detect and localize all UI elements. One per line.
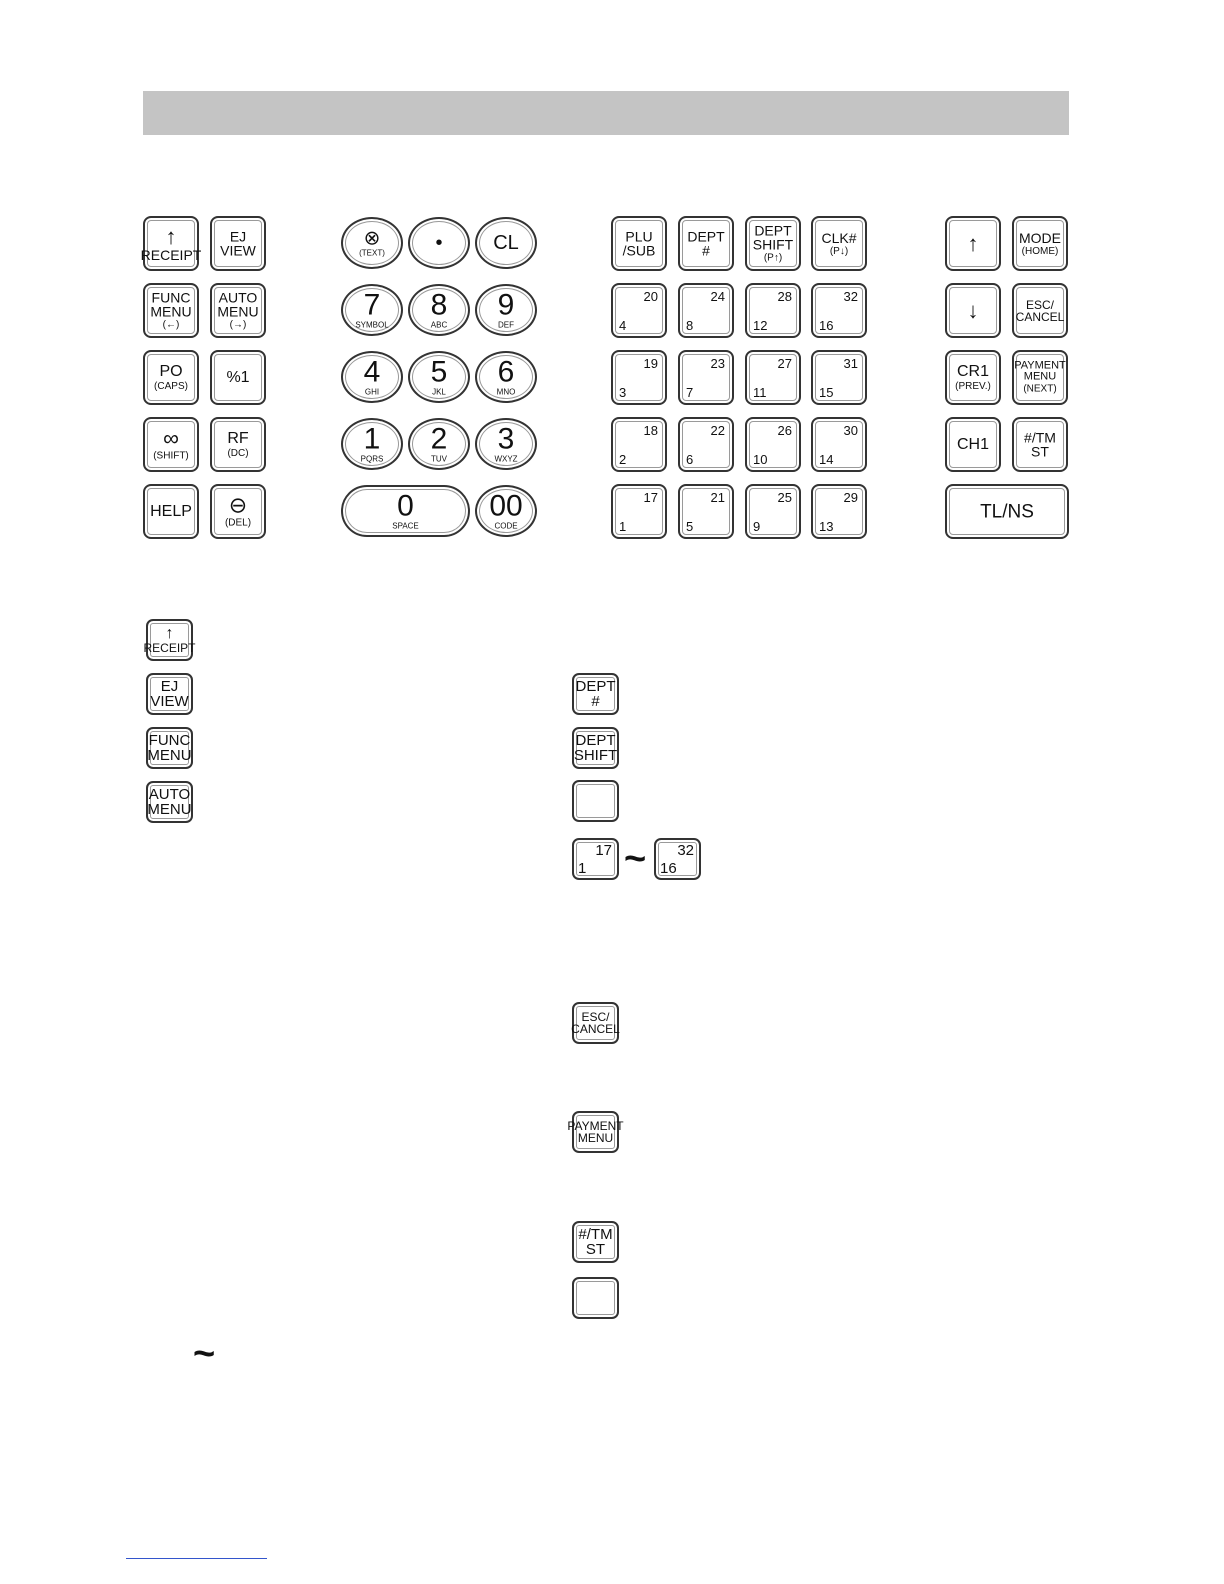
dept-key-lower-number: 10 [753, 452, 768, 467]
dept-key[interactable] [745, 484, 801, 539]
key-sublabel: SPACE [392, 521, 419, 531]
legend-key-label: ESC/ CANCEL [571, 1010, 620, 1036]
legend-range-tilde: ~ [624, 838, 647, 880]
right-key-1[interactable] [1012, 216, 1068, 271]
key-label: 00 [489, 489, 523, 523]
key-label: 0 [397, 489, 414, 523]
legend-key-left-1 [146, 673, 193, 715]
key-label: FUNC MENU [150, 289, 192, 320]
key-label: 4 [363, 355, 381, 389]
dept-key[interactable] [745, 283, 801, 338]
key-sublabel: (→) [229, 319, 247, 331]
dept-key-lower-number: 13 [819, 519, 834, 534]
dept-key[interactable] [678, 417, 734, 472]
key-sublabel: TUV [431, 454, 447, 464]
key--[interactable] [143, 417, 199, 472]
numpad-key-13[interactable] [475, 485, 537, 537]
key-sublabel: (TEXT) [359, 248, 385, 258]
key-label: AUTO MENU [217, 289, 259, 320]
dept-key-upper-number: 28 [777, 289, 792, 304]
dept-key-lower-number: 15 [819, 385, 834, 400]
key-sublabel: (DC) [227, 447, 249, 459]
key-label: 5 [430, 355, 448, 389]
dept-key-lower-number: 11 [753, 385, 767, 400]
legend-dept-lower-number: 1 [578, 860, 587, 877]
dept-key-upper-number: 18 [643, 423, 658, 438]
legend-key-right-7 [572, 1277, 619, 1319]
key-ej-view[interactable] [210, 216, 266, 271]
legend-key-right-1 [572, 727, 619, 769]
dept-key[interactable] [811, 484, 867, 539]
key-label: 8 [430, 288, 448, 322]
dept-key-upper-number: 25 [777, 490, 792, 505]
key-sublabel: (P↓) [829, 245, 849, 257]
dept-key[interactable] [745, 417, 801, 472]
numpad-key-1[interactable] [408, 217, 470, 269]
key-label: HELP [150, 502, 192, 520]
dept-key[interactable] [611, 484, 667, 539]
arrow-up-icon: ↑ [165, 223, 177, 249]
dept-key[interactable] [611, 417, 667, 472]
key-sublabel: MNO [496, 387, 516, 397]
legend-dept-lower-number: 16 [660, 860, 677, 877]
key-label: DEPT SHIFT [752, 222, 794, 253]
numpad-key-5[interactable] [475, 284, 537, 336]
dept-key-upper-number: 17 [643, 490, 658, 505]
legend-key-left-0 [143, 619, 196, 661]
key-label: PO [159, 362, 183, 380]
function-key-3[interactable] [811, 216, 867, 271]
right-key-4[interactable] [945, 350, 1001, 405]
legend-key-label: DEPT SHIFT [573, 732, 618, 764]
key-label: 3 [497, 422, 515, 456]
dept-key-upper-number: 19 [643, 356, 658, 371]
dept-key-lower-number: 9 [753, 519, 761, 534]
footer-link-line [126, 1558, 267, 1559]
key-label: MODE [1019, 229, 1061, 246]
numpad-key-12[interactable] [341, 485, 470, 537]
key-rf[interactable] [210, 417, 266, 472]
key-sublabel: (PREV.) [955, 380, 991, 392]
legend-key-label: #/TM ST [578, 1226, 613, 1258]
dept-key-lower-number: 2 [619, 452, 627, 467]
dept-key-lower-number: 6 [686, 452, 694, 467]
key-func-menu[interactable] [143, 283, 199, 338]
key-sublabel: (DEL) [224, 517, 252, 529]
numpad-key-2[interactable] [475, 217, 537, 269]
function-key-0[interactable] [611, 216, 667, 271]
dept-key[interactable] [811, 283, 867, 338]
key-sublabel: (SHIFT) [153, 450, 189, 462]
right-key-8[interactable] [945, 484, 1069, 539]
dept-key-upper-number: 24 [710, 289, 725, 304]
key-sublabel: CODE [494, 521, 518, 531]
dept-key-lower-number: 3 [619, 385, 627, 400]
key-label: DEPT # [687, 228, 725, 259]
dept-key-upper-number: 21 [710, 490, 725, 505]
dept-key-upper-number: 20 [643, 289, 658, 304]
legend-key-left-3 [146, 781, 193, 823]
legend-key-label: RECEIPT [143, 641, 196, 655]
legend-key-label: DEPT # [575, 678, 616, 710]
dept-key-lower-number: 8 [686, 318, 694, 333]
key-sublabel: PQRS [360, 454, 384, 464]
dept-key[interactable] [678, 484, 734, 539]
key-label: ∞ [163, 425, 179, 451]
numpad-key-11[interactable] [475, 418, 537, 470]
key-label: 6 [497, 355, 515, 389]
key-label: RECEIPT [140, 246, 202, 263]
legend-key-label: EJ VIEW [150, 678, 189, 710]
key-sublabel: (NEXT) [1023, 383, 1057, 395]
legend-key-label: PAYMENT MENU [567, 1119, 624, 1145]
right-key-2[interactable] [945, 283, 1001, 338]
legend-dept-key [572, 838, 619, 880]
numpad-key-9[interactable] [341, 418, 403, 470]
legend-key-right-0 [572, 673, 619, 715]
dept-key-upper-number: 29 [843, 490, 858, 505]
dept-key-upper-number: 31 [843, 356, 858, 371]
dept-key-lower-number: 1 [619, 519, 627, 534]
key-sublabel: (CAPS) [154, 380, 188, 392]
legend-key-right-6 [572, 1221, 619, 1263]
range-tilde: ~ [193, 1333, 216, 1375]
key-label: ⊗ [363, 227, 381, 250]
dept-key-upper-number: 32 [843, 289, 858, 304]
key-auto-menu[interactable] [210, 283, 266, 338]
key-label: PAYMENT MENU [1014, 359, 1066, 383]
legend-dept-key [654, 838, 701, 880]
legend-key-right-2 [572, 780, 619, 822]
numpad-key-7[interactable] [408, 351, 470, 403]
dept-key[interactable] [811, 350, 867, 405]
dept-key-upper-number: 22 [710, 423, 725, 438]
arrow-up-icon: ↑ [967, 230, 979, 256]
right-key-7[interactable] [1012, 417, 1068, 472]
legend-key-label: FUNC MENU [147, 732, 192, 764]
key-label: CL [493, 232, 519, 254]
key-sublabel: ABC [430, 320, 448, 330]
dept-key[interactable] [611, 350, 667, 405]
key--[interactable] [210, 484, 266, 539]
legend-key-left-2 [146, 727, 193, 769]
dept-key-lower-number: 5 [686, 519, 694, 534]
dept-key-lower-number: 7 [686, 385, 694, 400]
key-label: CH1 [956, 435, 989, 453]
dept-key[interactable] [678, 283, 734, 338]
key-po[interactable] [143, 350, 199, 405]
key-label: 2 [430, 422, 448, 456]
right-key-0[interactable] [945, 216, 1001, 271]
key-sublabel: (P↑) [763, 252, 783, 264]
section-header-bar [143, 91, 1069, 135]
key-sublabel: (HOME) [1021, 245, 1059, 257]
legend-dept-upper-number: 17 [595, 842, 612, 859]
key-label: #/TM ST [1024, 429, 1056, 460]
key-label: PLU /SUB [622, 228, 656, 259]
numpad-key-8[interactable] [475, 351, 537, 403]
numpad-key-0[interactable] [341, 217, 403, 269]
right-key-5[interactable] [1012, 350, 1068, 405]
key-sublabel: SYMBOL [355, 320, 389, 330]
legend-key-right-4 [572, 1002, 619, 1044]
dept-key-lower-number: 16 [819, 318, 834, 333]
dept-key[interactable] [611, 283, 667, 338]
dept-key-upper-number: 30 [843, 423, 858, 438]
numpad-key-10[interactable] [408, 418, 470, 470]
key-label: ⊖ [228, 492, 248, 518]
legend-key-right-5 [567, 1111, 624, 1153]
legend-key-label: AUTO MENU [147, 786, 192, 818]
key--1[interactable] [210, 350, 266, 405]
dept-key[interactable] [745, 350, 801, 405]
key-label: TL/NS [980, 500, 1034, 522]
key-sublabel: DEF [498, 320, 514, 330]
key-label: ESC/ CANCEL [1015, 297, 1065, 324]
key-label: • [435, 232, 443, 254]
dept-key-lower-number: 12 [753, 318, 768, 333]
key-sublabel: (←) [162, 319, 180, 331]
function-key-1[interactable] [678, 216, 734, 271]
dept-key-lower-number: 4 [619, 318, 627, 333]
dept-key-upper-number: 23 [710, 356, 725, 371]
dept-key-upper-number: 26 [777, 423, 792, 438]
dept-key[interactable] [678, 350, 734, 405]
key-label: %1 [226, 368, 250, 386]
key-receipt[interactable] [140, 216, 202, 271]
dept-key-lower-number: 14 [819, 452, 834, 467]
key-label: RF [227, 429, 249, 447]
numpad-key-4[interactable] [408, 284, 470, 336]
arrow-up-icon: ↑ [165, 625, 174, 642]
numpad-key-6[interactable] [341, 351, 403, 403]
key-sublabel: WXYZ [494, 454, 518, 464]
key-sublabel: GHI [364, 387, 380, 397]
key-label: CLK# [821, 229, 857, 246]
dept-key-upper-number: 27 [777, 356, 792, 371]
key-label: 7 [363, 288, 381, 322]
key-sublabel: JKL [432, 387, 446, 397]
key-label: 9 [497, 288, 515, 322]
key-label: EJ VIEW [220, 228, 256, 259]
function-key-2[interactable] [745, 216, 801, 271]
key-label: 1 [363, 422, 381, 456]
right-key-6[interactable] [945, 417, 1001, 472]
dept-key[interactable] [811, 417, 867, 472]
key-help[interactable] [143, 484, 199, 539]
legend-dept-upper-number: 32 [677, 842, 694, 859]
key-label: CR1 [956, 362, 989, 380]
right-key-3[interactable] [1012, 283, 1068, 338]
arrow-down-icon: ↓ [967, 297, 979, 323]
numpad-key-3[interactable] [341, 284, 403, 336]
